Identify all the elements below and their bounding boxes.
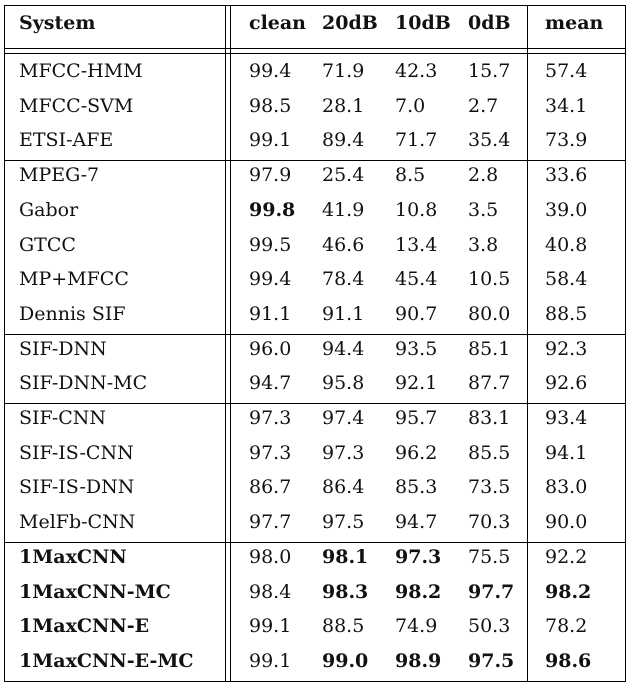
header-10db: 10dB — [395, 12, 451, 34]
system-name: 1MaxCNN-MC — [19, 581, 171, 603]
value-0db: 2.8 — [468, 164, 499, 186]
system-name: MP+MFCC — [19, 268, 129, 290]
value-mean: 78.2 — [545, 615, 588, 637]
column-divider — [225, 6, 226, 681]
value-clean: 99.4 — [249, 268, 292, 290]
system-name: 1MaxCNN-E-MC — [19, 650, 194, 672]
value-clean: 94.7 — [249, 372, 292, 394]
value-0db: 3.8 — [468, 234, 499, 256]
system-name: SIF-CNN — [19, 407, 107, 429]
value-clean: 91.1 — [249, 303, 292, 325]
value-0db: 83.1 — [468, 407, 511, 429]
value-clean: 97.7 — [249, 511, 292, 533]
value-clean: 98.0 — [249, 546, 292, 568]
value-10db: 74.9 — [395, 615, 438, 637]
row-divider — [5, 53, 625, 54]
value-20db: 46.6 — [322, 234, 365, 256]
value-20db: 41.9 — [322, 199, 365, 221]
system-name: MelFb-CNN — [19, 511, 136, 533]
row-divider — [5, 160, 625, 161]
value-clean: 99.5 — [249, 234, 292, 256]
value-20db: 91.1 — [322, 303, 365, 325]
value-mean: 90.0 — [545, 511, 588, 533]
value-clean: 97.3 — [249, 442, 292, 464]
system-name: ETSI-AFE — [19, 129, 114, 151]
value-clean: 86.7 — [249, 476, 292, 498]
value-0db: 2.7 — [468, 95, 499, 117]
value-0db: 85.1 — [468, 338, 511, 360]
value-20db: 97.5 — [322, 511, 365, 533]
system-name: SIF-IS-DNN — [19, 476, 135, 498]
value-10db: 94.7 — [395, 511, 438, 533]
value-10db: 10.8 — [395, 199, 438, 221]
value-mean: 33.6 — [545, 164, 588, 186]
value-0db: 87.7 — [468, 372, 511, 394]
value-mean: 40.8 — [545, 234, 588, 256]
value-20db: 99.0 — [322, 650, 369, 672]
header-system: System — [19, 12, 96, 34]
results-table — [4, 5, 626, 682]
value-mean: 92.6 — [545, 372, 588, 394]
value-20db: 95.8 — [322, 372, 365, 394]
system-name: GTCC — [19, 234, 76, 256]
value-clean: 99.4 — [249, 60, 292, 82]
value-mean: 98.6 — [545, 650, 592, 672]
value-0db: 80.0 — [468, 303, 511, 325]
value-0db: 35.4 — [468, 129, 511, 151]
value-clean: 97.9 — [249, 164, 292, 186]
value-mean: 93.4 — [545, 407, 588, 429]
value-0db: 10.5 — [468, 268, 511, 290]
value-mean: 83.0 — [545, 476, 588, 498]
value-0db: 50.3 — [468, 615, 511, 637]
system-name: MFCC-HMM — [19, 60, 143, 82]
column-divider — [230, 6, 231, 681]
system-name: SIF-DNN-MC — [19, 372, 148, 394]
value-mean: 34.1 — [545, 95, 588, 117]
value-20db: 97.3 — [322, 442, 365, 464]
value-mean: 39.0 — [545, 199, 588, 221]
value-10db: 42.3 — [395, 60, 438, 82]
value-20db: 28.1 — [322, 95, 365, 117]
system-name: MPEG-7 — [19, 164, 100, 186]
value-10db: 7.0 — [395, 95, 426, 117]
value-20db: 98.3 — [322, 581, 369, 603]
value-0db: 97.5 — [468, 650, 515, 672]
value-clean: 98.5 — [249, 95, 292, 117]
value-0db: 70.3 — [468, 511, 511, 533]
header-0db: 0dB — [468, 12, 511, 34]
value-10db: 98.2 — [395, 581, 442, 603]
value-clean: 98.4 — [249, 581, 292, 603]
value-20db: 98.1 — [322, 546, 369, 568]
value-clean: 99.8 — [249, 199, 296, 221]
value-10db: 13.4 — [395, 234, 438, 256]
value-10db: 96.2 — [395, 442, 438, 464]
value-0db: 97.7 — [468, 581, 515, 603]
header-20db: 20dB — [322, 12, 378, 34]
system-name: SIF-IS-CNN — [19, 442, 134, 464]
value-clean: 99.1 — [249, 615, 292, 637]
value-10db: 93.5 — [395, 338, 438, 360]
value-20db: 78.4 — [322, 268, 365, 290]
value-20db: 97.4 — [322, 407, 365, 429]
value-10db: 45.4 — [395, 268, 438, 290]
value-10db: 98.9 — [395, 650, 442, 672]
header-clean: clean — [249, 12, 306, 34]
system-name: 1MaxCNN — [19, 546, 127, 568]
value-10db: 92.1 — [395, 372, 438, 394]
header-mean: mean — [545, 12, 604, 34]
value-clean: 99.1 — [249, 129, 292, 151]
value-mean: 58.4 — [545, 268, 588, 290]
value-10db: 71.7 — [395, 129, 438, 151]
value-10db: 8.5 — [395, 164, 426, 186]
value-10db: 97.3 — [395, 546, 442, 568]
value-clean: 99.1 — [249, 650, 292, 672]
value-mean: 98.2 — [545, 581, 592, 603]
system-name: SIF-DNN — [19, 338, 107, 360]
value-mean: 92.2 — [545, 546, 588, 568]
value-20db: 94.4 — [322, 338, 365, 360]
value-20db: 86.4 — [322, 476, 365, 498]
column-divider — [527, 6, 528, 681]
value-10db: 85.3 — [395, 476, 438, 498]
value-10db: 90.7 — [395, 303, 438, 325]
value-20db: 71.9 — [322, 60, 365, 82]
value-clean: 97.3 — [249, 407, 292, 429]
value-20db: 89.4 — [322, 129, 365, 151]
value-0db: 3.5 — [468, 199, 499, 221]
value-0db: 15.7 — [468, 60, 511, 82]
row-divider — [5, 334, 625, 335]
value-0db: 75.5 — [468, 546, 511, 568]
system-name: Dennis SIF — [19, 303, 126, 325]
value-clean: 96.0 — [249, 338, 292, 360]
row-divider — [5, 403, 625, 404]
row-divider — [5, 542, 625, 543]
system-name: 1MaxCNN-E — [19, 615, 150, 637]
value-0db: 85.5 — [468, 442, 511, 464]
value-mean: 92.3 — [545, 338, 588, 360]
value-0db: 73.5 — [468, 476, 511, 498]
system-name: MFCC-SVM — [19, 95, 134, 117]
value-10db: 95.7 — [395, 407, 438, 429]
value-mean: 88.5 — [545, 303, 588, 325]
system-name: Gabor — [19, 199, 79, 221]
value-mean: 73.9 — [545, 129, 588, 151]
value-20db: 88.5 — [322, 615, 365, 637]
value-mean: 57.4 — [545, 60, 588, 82]
row-divider — [5, 48, 625, 49]
value-mean: 94.1 — [545, 442, 588, 464]
value-20db: 25.4 — [322, 164, 365, 186]
